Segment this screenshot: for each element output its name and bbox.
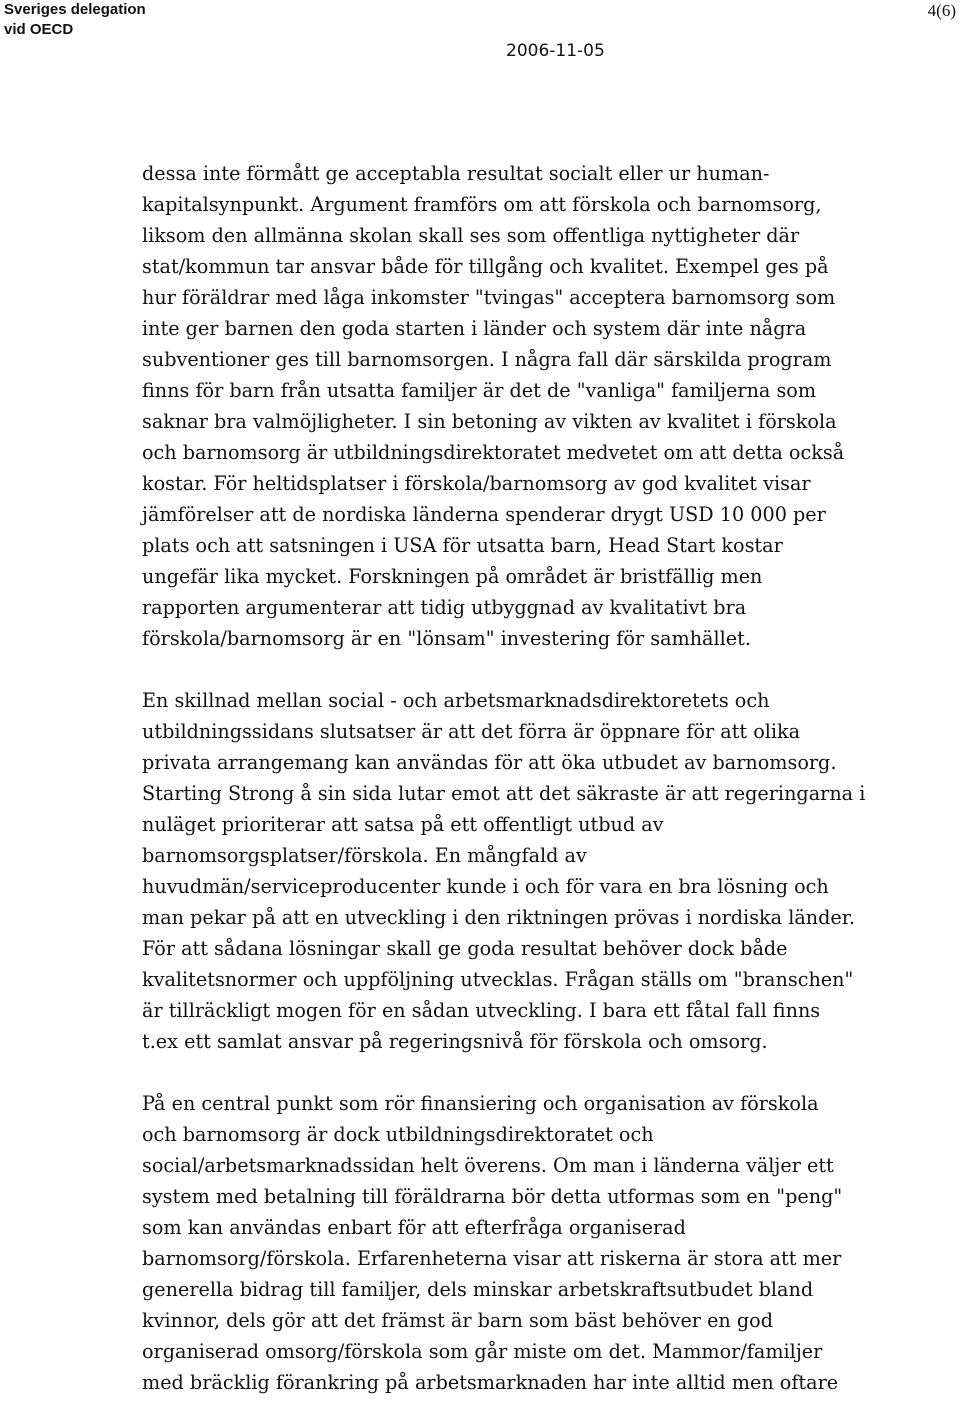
text-line: barnomsorg/förskola. Erfarenheterna visar att riskerna är stora att mer xyxy=(142,1247,842,1270)
paragraph-spacer xyxy=(142,654,882,685)
text-line: generella bidrag till familjer, dels minskar arbetskraftsutbudet bland xyxy=(142,1278,814,1301)
page-header xyxy=(0,0,960,70)
text-line: och barnomsorg är utbildningsdirektoratet medvetet om att detta också xyxy=(142,441,845,464)
text-line: organiserad omsorg/förskola som går miste om det. Mammor/familjer xyxy=(142,1340,823,1363)
paragraph xyxy=(142,1088,882,1398)
text-line: nuläget prioriterar att satsa på ett offentligt utbud av xyxy=(142,813,664,836)
sender-organization-location: vid OECD xyxy=(4,21,74,38)
text-line: förskola/barnomsorg är en "lönsam" investering för samhället. xyxy=(142,627,751,650)
text-line: dessa inte förmått ge acceptabla resultat socialt eller ur human- xyxy=(142,162,770,185)
text-line: kostar. För heltidsplatser i förskola/barnomsorg av god kvalitet visar xyxy=(142,472,811,495)
sender-organization: Sveriges delegation xyxy=(4,1,146,18)
text-line: liksom den allmänna skolan skall ses som offentliga nyttigheter där xyxy=(142,224,800,247)
text-line: stat/kommun tar ansvar både för tillgång och kvalitet. Exempel ges på xyxy=(142,255,829,278)
text-line: utbildningssidans slutsatser är att det förra är öppnare för att olika xyxy=(142,720,801,743)
text-line: inte ger barnen den goda starten i länder och system där inte några xyxy=(142,317,807,340)
text-line: För att sådana lösningar skall ge goda resultat behöver dock både xyxy=(142,937,788,960)
text-line: saknar bra valmöjligheter. I sin betoning av vikten av kvalitet i förskola xyxy=(142,410,837,433)
paragraph xyxy=(142,685,882,1057)
text-line: finns för barn från utsatta familjer är det de "vanliga" familjerna som xyxy=(142,379,817,402)
text-line: subventioner ges till barnomsorgen. I några fall där särskilda program xyxy=(142,348,832,371)
text-line: rapporten argumenterar att tidig utbyggnad av kvalitativt bra xyxy=(142,596,747,619)
document-date: 2006-11-05 xyxy=(506,41,605,61)
text-line: social/arbetsmarknadssidan helt överens. Om man i länderna väljer ett xyxy=(142,1154,834,1177)
text-line: kvinnor, dels gör att det främst är barn som bäst behöver en god xyxy=(142,1309,774,1332)
text-line: hur föräldrar med låga inkomster "tvingas" acceptera barnomsorg som xyxy=(142,286,836,309)
text-line: barnomsorgsplatser/förskola. En mångfald av xyxy=(142,844,587,867)
page-number: 4(6) xyxy=(927,1,956,20)
text-line: man pekar på att en utveckling i den riktningen prövas i nordiska länder. xyxy=(142,906,855,929)
text-line: plats och att satsningen i USA för utsatta barn, Head Start kostar xyxy=(142,534,783,557)
paragraph xyxy=(142,158,882,654)
paragraph-spacer xyxy=(142,1057,882,1088)
text-line: t.ex ett samlat ansvar på regeringsnivå för förskola och omsorg. xyxy=(142,1030,768,1053)
document-body xyxy=(142,158,882,1398)
text-line: system med betalning till föräldrarna bör detta utformas som en "peng" xyxy=(142,1185,843,1208)
text-line: som kan användas enbart för att efterfråga organiserad xyxy=(142,1216,686,1239)
text-line: Starting Strong å sin sida lutar emot att det säkraste är att regeringarna i xyxy=(142,782,866,805)
text-line: med bräcklig förankring på arbetsmarknaden har inte alltid men oftare xyxy=(142,1371,839,1394)
text-line: kapitalsynpunkt. Argument framförs om att förskola och barnomsorg, xyxy=(142,193,822,216)
text-line: är tillräckligt mogen för en sådan utveckling. I bara ett fåtal fall finns xyxy=(142,999,821,1022)
text-line: På en central punkt som rör finansiering och organisation av förskola xyxy=(142,1092,819,1115)
text-line: huvudmän/serviceproducenter kunde i och för vara en bra lösning och xyxy=(142,875,829,898)
text-line: jämförelser att de nordiska länderna spenderar drygt USD 10 000 per xyxy=(142,503,826,526)
text-line: En skillnad mellan social - och arbetsmarknadsdirektoretets och xyxy=(142,689,770,712)
text-line: kvalitetsnormer och uppföljning utvecklas. Frågan ställs om "branschen" xyxy=(142,968,854,991)
text-line: ungefär lika mycket. Forskningen på området är bristfällig men xyxy=(142,565,763,588)
text-line: privata arrangemang kan användas för att öka utbudet av barnomsorg. xyxy=(142,751,837,774)
text-line: och barnomsorg är dock utbildningsdirektoratet och xyxy=(142,1123,654,1146)
